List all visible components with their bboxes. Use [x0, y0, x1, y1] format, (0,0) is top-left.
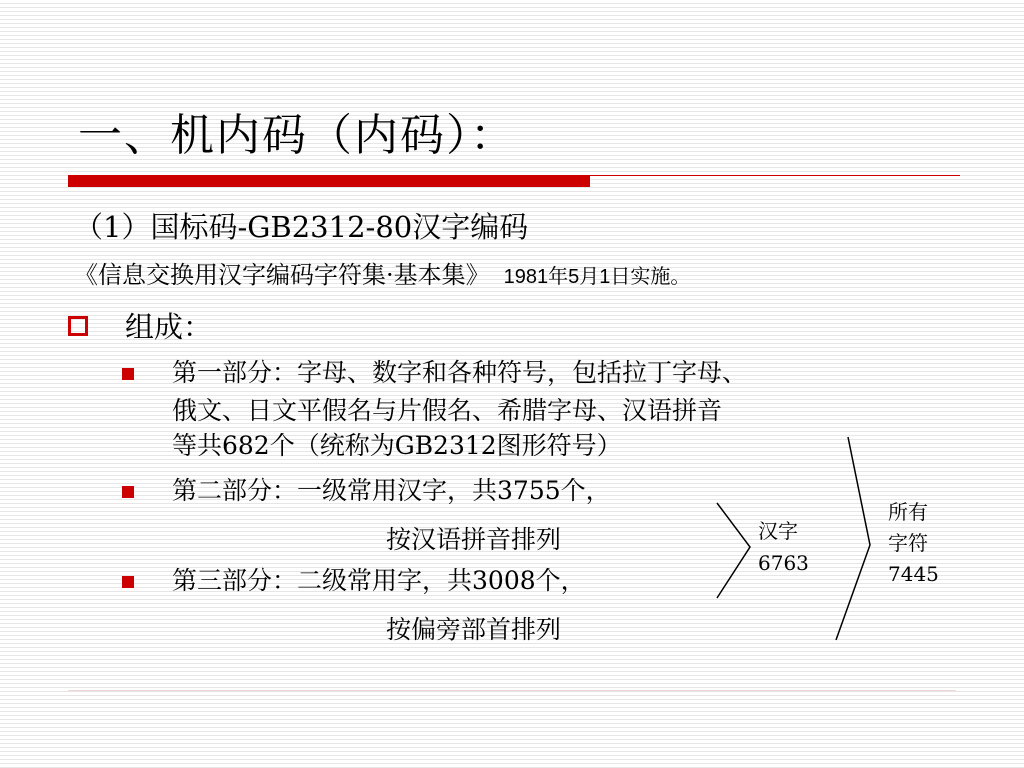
all-chars-brace: [836, 437, 870, 640]
all-chars-total: [888, 497, 939, 590]
hanzi-label: 汉字: [758, 519, 798, 543]
subtitle-gb2312: （1）国标码-GB2312-80汉字编码: [74, 210, 529, 244]
part1-line1: 第一部分：字母、数字和各种符号，包括拉丁字母、: [172, 358, 748, 387]
all-label-2: 字符: [888, 531, 928, 555]
part3-order: 按偏旁部首排列: [386, 615, 562, 644]
part2-order: 按汉语拼音排列: [386, 525, 562, 554]
hanzi-count: 6763: [758, 551, 809, 575]
all-count: 7445: [888, 562, 939, 586]
implementation-date: 1981年5月1日实施。: [503, 266, 691, 288]
composition-label: 组成：: [125, 310, 213, 344]
part3-text: 第三部分：二级常用字，共3008个，: [172, 566, 586, 595]
part1-line3: 等共682个（统称为GB2312图形符号）: [172, 431, 622, 460]
part1-line2: 俄文、日文平假名与片假名、希腊字母、汉语拼音: [172, 396, 723, 425]
hanzi-total: [758, 515, 809, 579]
hanzi-brace: [717, 503, 750, 598]
standard-name: 《信息交换用汉字编码字符集·基本集》: [74, 261, 490, 289]
slide-title: 一、机内码（内码）：: [78, 110, 516, 161]
part2-text: 第二部分：一级常用汉字，共3755个，: [172, 476, 611, 505]
footer-rule: [68, 690, 956, 691]
all-label-1: 所有: [888, 500, 928, 524]
